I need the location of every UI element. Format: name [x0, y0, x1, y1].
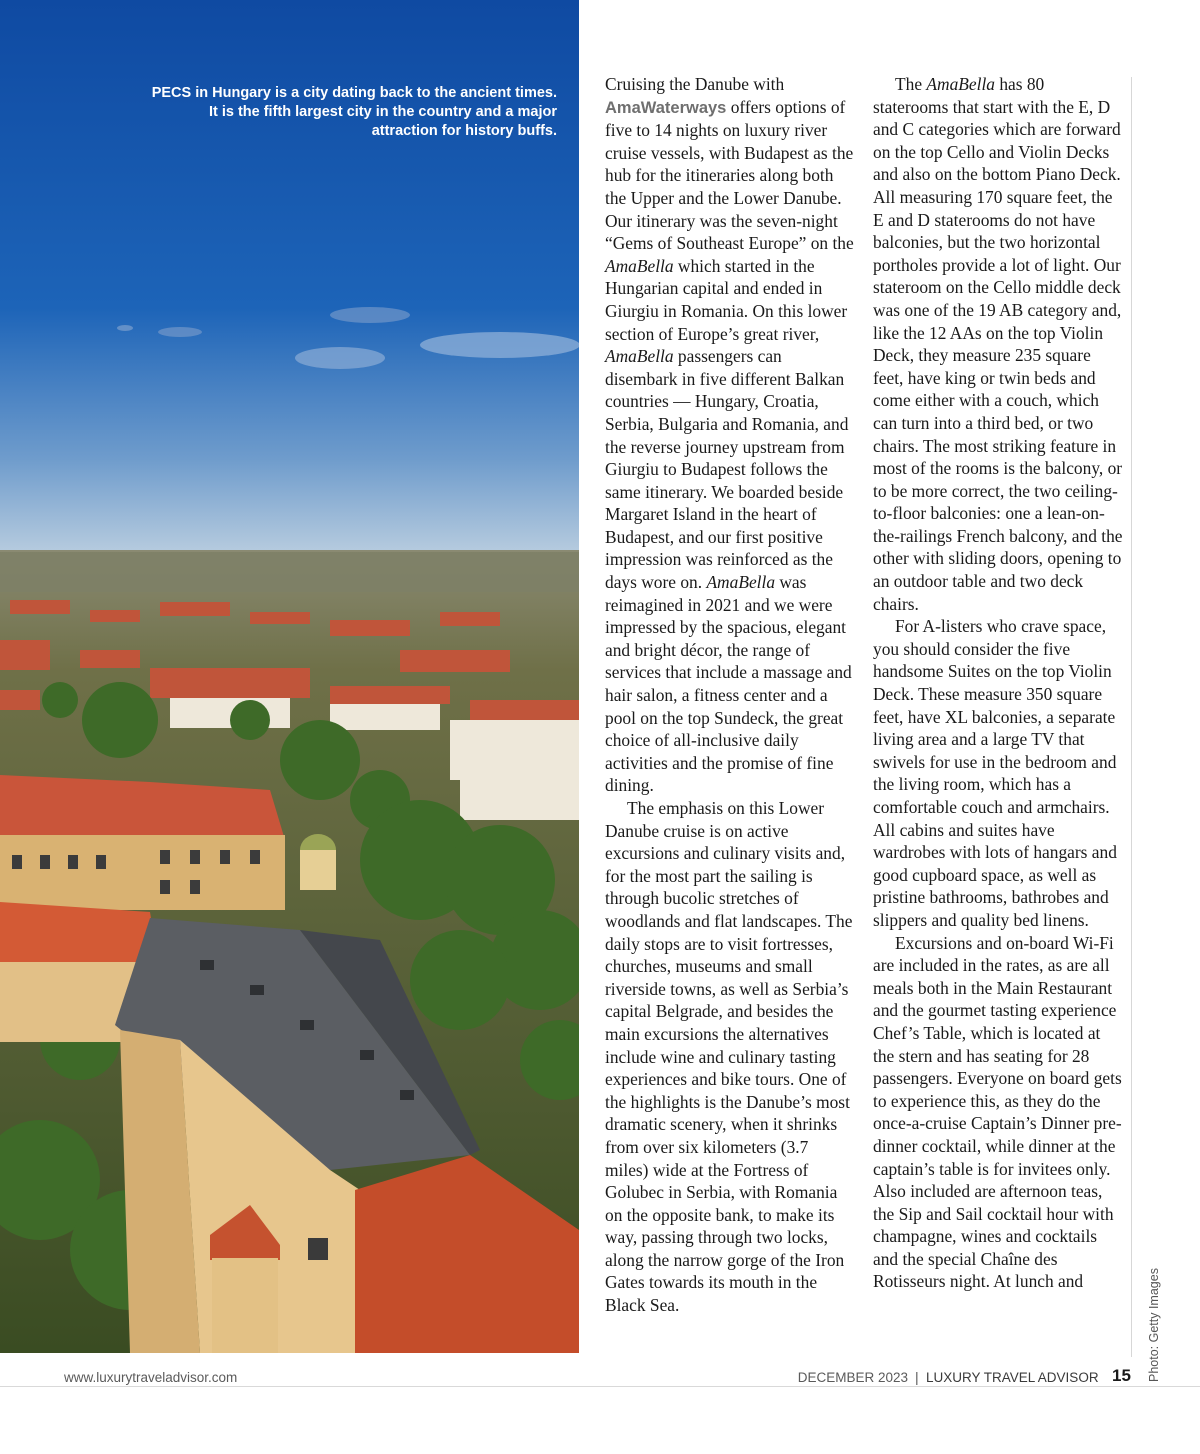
article-paragraph [873, 615, 1123, 931]
paragraph-text: The emphasis on this Lower Danube cruise is on active excursions and culinary visits and, for the most part the sailing is through bucolic stretches of woodlands and flat landscapes. The daily stops are to visit fortresses, churches, museums and small riverside towns, as well as Serbia’s capital Belgrade, and besides the main excursions the alternatives include wine and culinary tasting experiences and bike tours. One of the highlights is the Danube’s most dramatic scenery, when it shrinks from over six kilometers (3.7 miles) wide at the Fortress of Golubec in Serbia, with Romania on the opposite bank, to make its way, passing through two locks, along the narrow gorge of the Iron Gates towards its mouth in the Black Sea. [605, 798, 853, 1316]
ship-name: AmaBella [706, 572, 776, 593]
paragraph-text: which started in the Hungarian capital and ended in Giurgiu in Romania. On this lower section of Europe’s great river, [605, 255, 848, 344]
page-number: 15 [1112, 1366, 1131, 1385]
paragraph-text: offers options of five to 14 nights on luxury river cruise vessels, with Budapest as the hub for the itineraries along both the Upper and the Lower Danube. Our itinerary was the seven-night “Gems of Southeast Europe” on the [605, 96, 854, 254]
article-paragraph [605, 797, 855, 1317]
article-paragraph [873, 932, 1123, 1294]
issue-date: DECEMBER 2023 [797, 1370, 908, 1385]
photo-credit: Photo: Getty Images [1147, 1268, 1161, 1382]
paragraph-text: Excursions and on-board Wi-Fi are included in the rates, as are all meals both in the Main Restaurant and the gourmet tasting experience Chef’s Table, which is located at the stern and has seating for 28 passengers. Everyone on board gets to experience this, as they do the once-a-cruise Captain’s Dinner pre-dinner cocktail, while dinner at the captain’s table is for invitees only. Also included are afternoon teas, the Sip and Sail cocktail hour with champagne, wines and cocktails and the special Chaîne des Rotisseurs night. At lunch and [873, 932, 1122, 1292]
article-paragraph [605, 73, 855, 797]
ship-name: AmaBella [926, 74, 995, 94]
paragraph-text: passengers can disembark in five different Balkan countries — Hungary, Croatia, Serbia, Bulgaria and Romania, and the reverse journey upstream from Giurgiu to Budapest follows the same itinerary. We boarded beside Margaret Island in the heart of Budapest, and our first positive impression was reinforced as the days wore on. [605, 346, 849, 593]
brand-name: AmaWaterways [605, 98, 727, 117]
website-link[interactable]: www.luxurytraveladvisor.com [64, 1370, 238, 1385]
pecs-aerial-photo [0, 0, 579, 1353]
ship-name: AmaBella [605, 346, 674, 367]
paragraph-text: Cruising the Danube with [605, 74, 785, 94]
footer-rule [0, 1386, 1200, 1387]
paragraph-text: For A-listers who crave space, you should consider the five handsome Suites on the top Violin Deck. These measure 350 square feet, have XL balconies, a separate living area and a large TV that swivels for use in the bedroom and the living room, which has a comfortable couch and armchairs. All cabins and suites have wardrobes with lots of hangars and good cupboard space, as well as pristine bathrooms, bathrobes and slippers and quality bed linens. [873, 616, 1117, 930]
paragraph-text: The [895, 74, 927, 94]
ship-name: AmaBella [605, 255, 674, 276]
paragraph-text: was reimagined in 2021 and we were impressed by the spacious, elegant and bright décor, the range of services that include a massage and hair salon, a fitness center and a pool on the top Sundeck, the great choice of all-inclusive daily activities and the promise of fine dining. [605, 572, 852, 796]
article-column-2 [873, 73, 1123, 1293]
photo-caption: PECS in Hungary is a city dating back to the ancient times. It is the fifth largest city in the country and a major attraction for history buffs. [151, 85, 557, 139]
magazine-name: LUXURY TRAVEL ADVISOR [926, 1370, 1099, 1385]
article-column-1 [605, 73, 855, 1317]
article-paragraph [873, 73, 1123, 615]
footer-separator: | [915, 1369, 919, 1385]
paragraph-text: has 80 staterooms that start with the E, D and C categories which are forward on the top Cello and Violin Decks and also on the bottom Piano Deck. All measuring 170 square feet, the E and D staterooms do not have balconies, but the two horizontal portholes provide a lot of light. Our stateroom on the Cello middle deck was one of the 19 AB category and, like the 12 AAs on the top Violin Deck, they measure 235 square feet, have king or twin beds and come either with a couch, which can turn into a third bed, or two chairs. The most striking feature in most of the rooms is the balcony, or to be more correct, the two ceiling-to-floor balconies: one a lean-on-the-railings French balcony, and the other with sliding doors, opening to an outdoor table and two deck chairs. [873, 74, 1123, 614]
hero-photo [0, 0, 579, 1353]
column-divider [1131, 77, 1132, 1357]
